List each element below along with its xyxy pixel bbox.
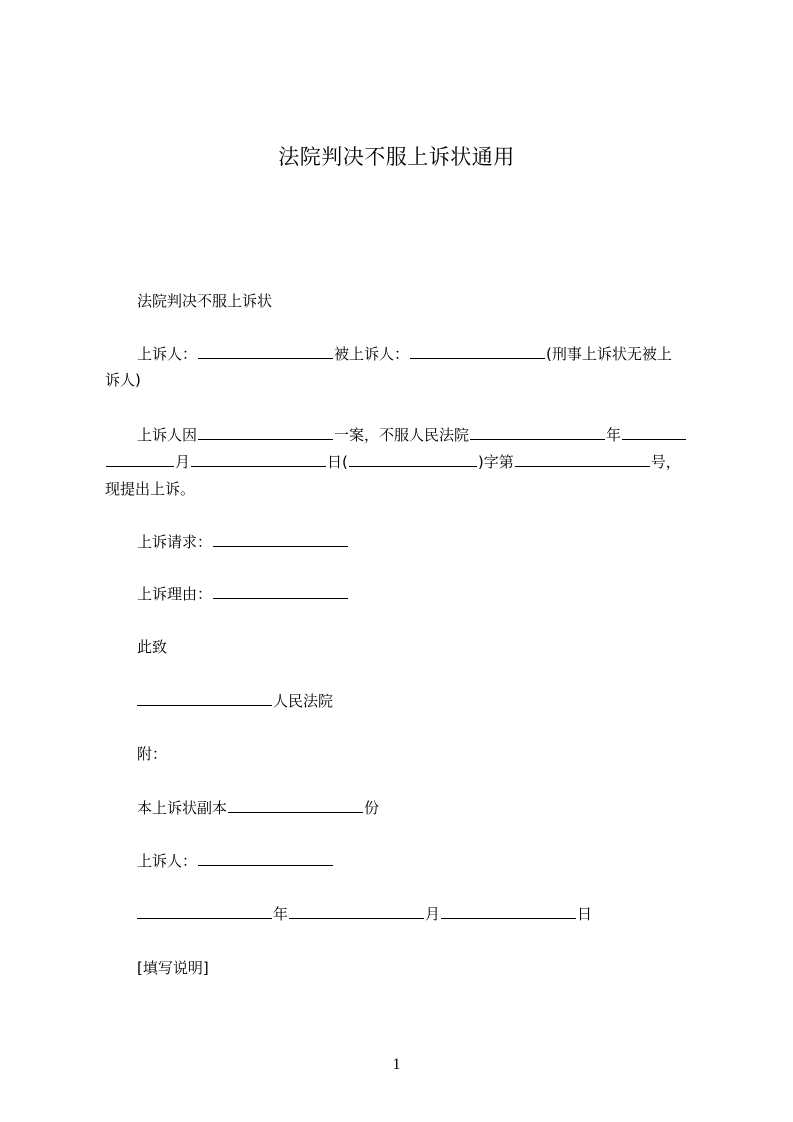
reason-line-1 xyxy=(137,422,687,448)
attachment-label: 附： xyxy=(137,745,168,763)
salutation: 此致 xyxy=(137,638,168,656)
reason-line-2 xyxy=(105,449,681,475)
signer-blank[interactable] xyxy=(198,850,333,866)
grounds-blank[interactable] xyxy=(213,583,348,599)
copies-line xyxy=(137,795,379,821)
appellee-blank[interactable] xyxy=(410,343,545,359)
reason-prefix: 上诉人因 xyxy=(137,426,198,444)
request-label: 上诉请求： xyxy=(137,533,213,551)
signer-line xyxy=(137,848,334,874)
year-blank[interactable] xyxy=(622,424,686,440)
parties-line xyxy=(137,341,672,367)
page-number: 1 xyxy=(392,1056,401,1073)
court-name-blank[interactable] xyxy=(137,690,272,706)
request-line xyxy=(137,529,349,555)
signer-label: 上诉人： xyxy=(137,852,198,870)
criminal-note-continued: 诉人) xyxy=(105,371,141,389)
reason-closing: 现提出上诉。 xyxy=(105,480,196,498)
reason-month: 月 xyxy=(175,453,191,471)
court-blank[interactable] xyxy=(470,424,605,440)
case-blank[interactable] xyxy=(198,424,333,440)
month-blank[interactable] xyxy=(191,451,326,467)
copies-suffix: 份 xyxy=(364,799,380,817)
year-blank-cont[interactable] xyxy=(106,451,174,467)
copies-prefix: 本上诉状副本 xyxy=(137,799,228,817)
reason-day-paren: 日( xyxy=(327,453,348,471)
document-heading: 法院判决不服上诉状 xyxy=(137,292,273,310)
instructions-label: [填写说明] xyxy=(137,959,209,977)
copies-blank[interactable] xyxy=(228,797,363,813)
page-title: 法院判决不服上诉状通用 xyxy=(278,145,515,169)
court-suffix: 人民法院 xyxy=(273,692,334,710)
reason-case-text: 一案，不服人民法院 xyxy=(334,426,470,444)
appellee-label: 被上诉人： xyxy=(334,345,410,363)
grounds-label: 上诉理由： xyxy=(137,585,213,603)
date-month-blank[interactable] xyxy=(289,903,424,919)
number-blank[interactable] xyxy=(515,451,650,467)
date-day-blank[interactable] xyxy=(441,903,576,919)
court-line xyxy=(137,688,333,714)
appellant-blank[interactable] xyxy=(198,343,333,359)
date-year-blank[interactable] xyxy=(137,903,272,919)
date-year: 年 xyxy=(273,905,289,923)
reason-zi-di: )字第 xyxy=(477,453,514,471)
date-day: 日 xyxy=(577,905,593,923)
grounds-line xyxy=(137,581,349,607)
appellant-label: 上诉人： xyxy=(137,345,198,363)
date-line xyxy=(137,901,592,927)
reason-year: 年 xyxy=(606,426,622,444)
request-blank[interactable] xyxy=(213,531,348,547)
date-month: 月 xyxy=(425,905,441,923)
reason-hao: 号， xyxy=(650,453,681,471)
criminal-note: (刑事上诉状无被上 xyxy=(546,345,672,363)
paren-blank[interactable] xyxy=(349,451,477,467)
